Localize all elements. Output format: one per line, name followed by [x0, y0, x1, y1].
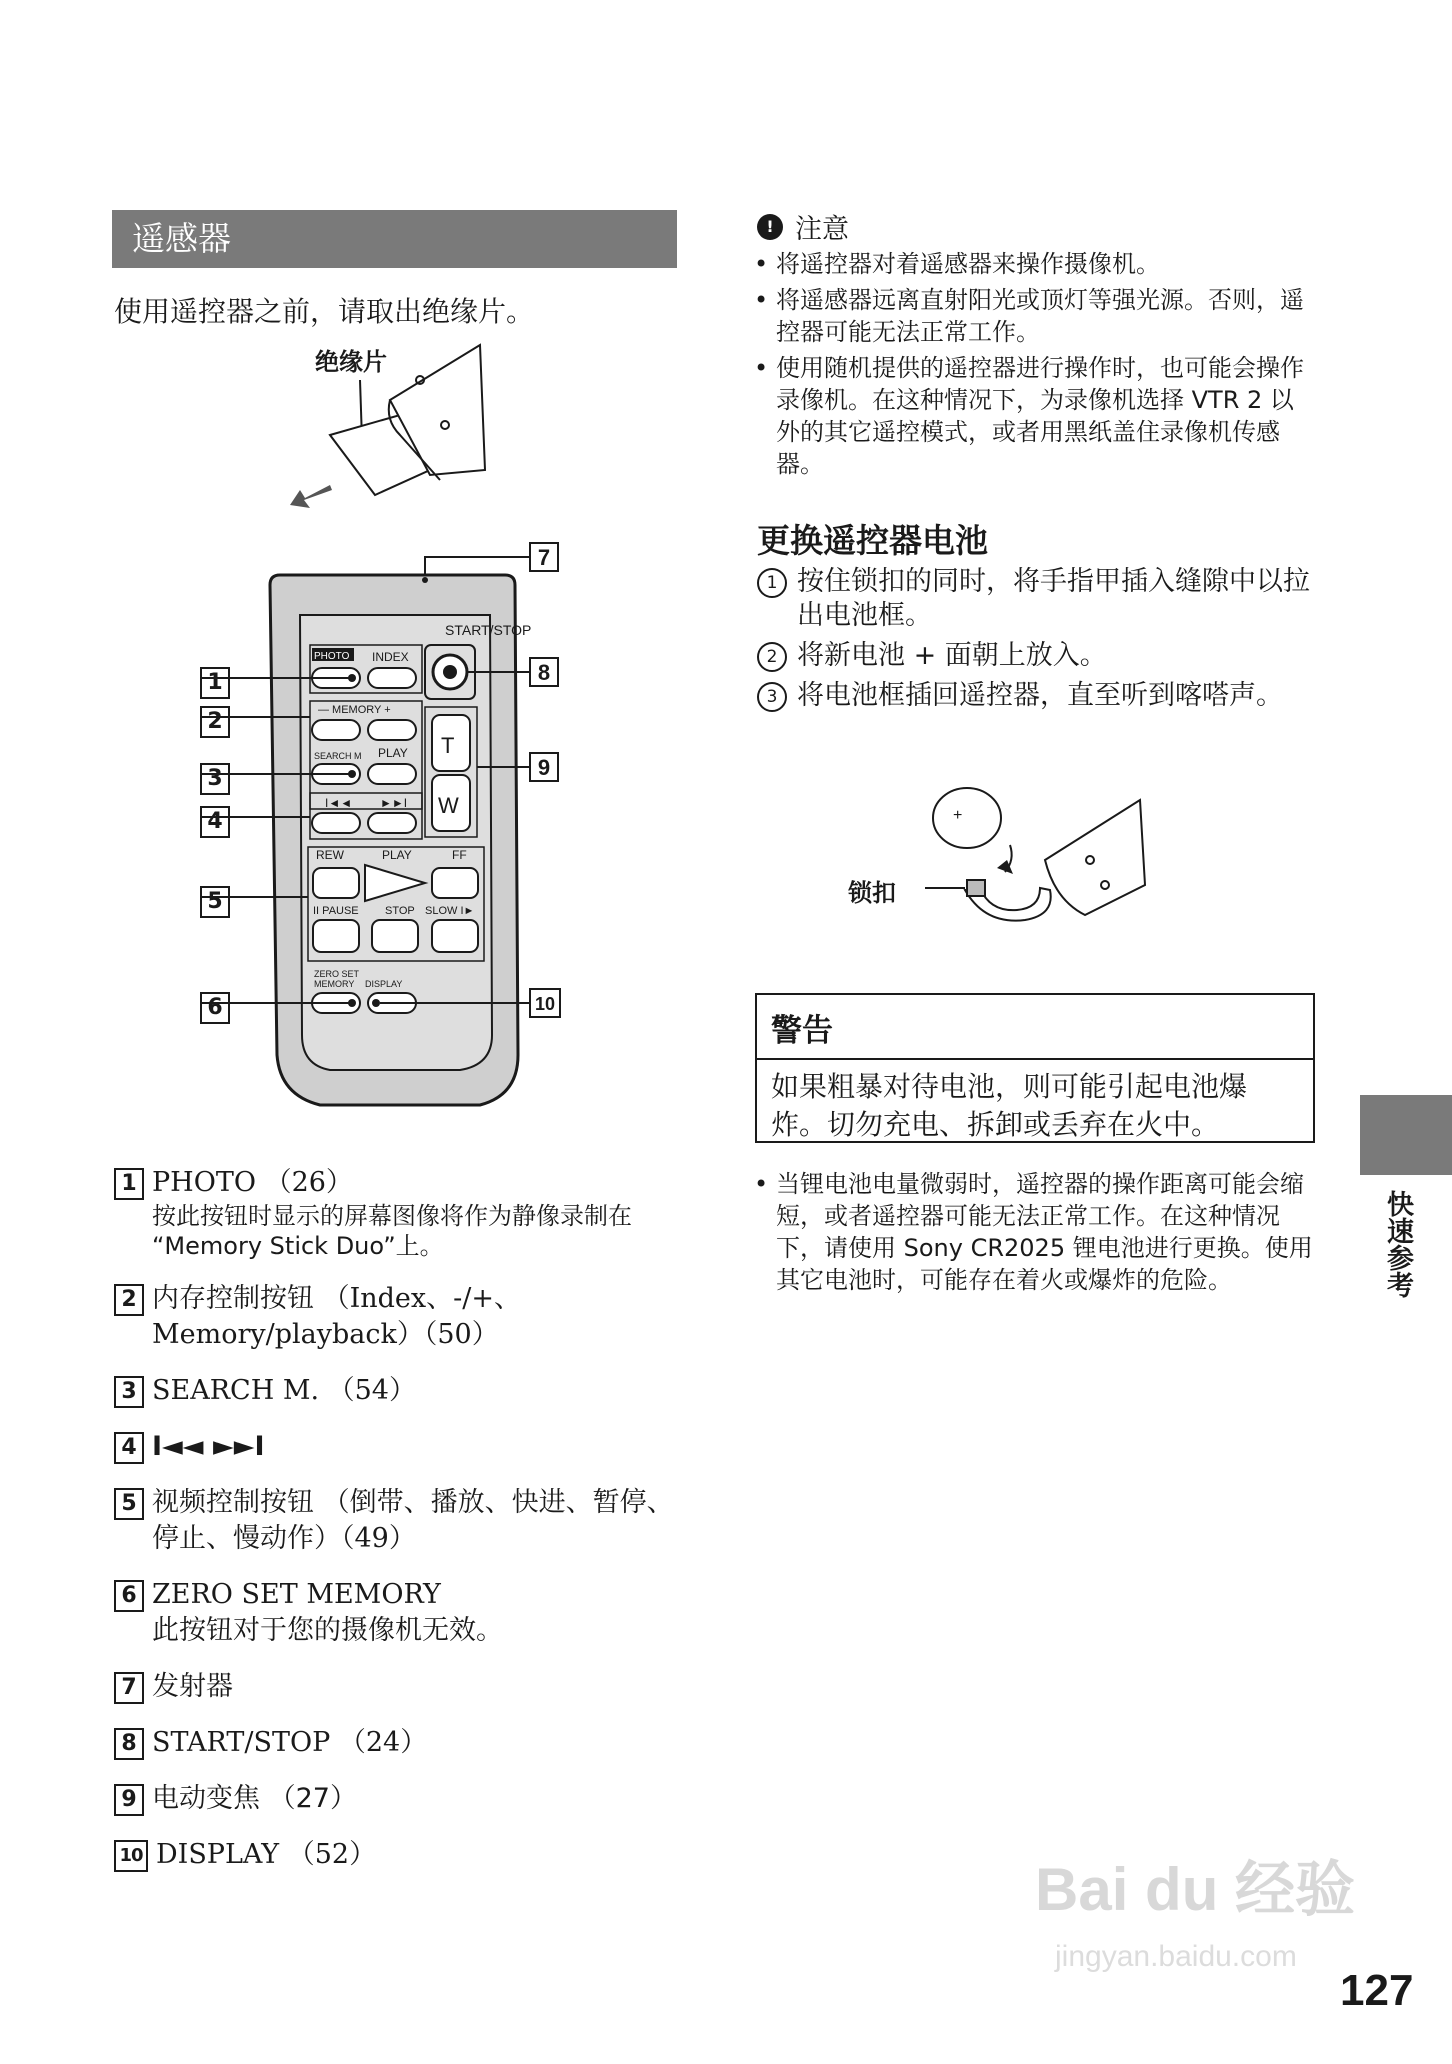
caution-icon: ! — [757, 214, 783, 240]
pause-label: II PAUSE — [313, 905, 359, 917]
warning-body: 如果粗暴对待电池，则可能引起电池爆炸。切勿充电、拆卸或丢弃在火中。 — [771, 1070, 1248, 1141]
side-label: 快速参考 — [1382, 1190, 1413, 1298]
prev-button — [312, 813, 360, 833]
legend-num: 8 — [114, 1728, 144, 1760]
play-label: PLAY — [382, 848, 412, 862]
zero-label-1: ZERO SET — [314, 969, 360, 979]
legend-item — [114, 1485, 694, 1557]
legend-num: 2 — [114, 1284, 144, 1316]
watermark-url: jingyan.baidu.com — [1055, 1940, 1297, 1973]
next-button — [368, 813, 416, 833]
battery-step — [757, 639, 1322, 673]
start-stop-label: START/STOP — [445, 622, 532, 638]
index-label: INDEX — [372, 650, 409, 664]
legend-text: 发射器 — [152, 1671, 233, 1702]
legend-num: 5 — [114, 1488, 144, 1520]
wide-label: W — [438, 793, 459, 818]
legend-text: SEARCH M. （54） — [152, 1375, 416, 1406]
rew-label: REW — [316, 848, 344, 862]
battery-figure — [905, 770, 1155, 940]
legend-item — [114, 1577, 694, 1649]
battery-note-item: • 当锂电池电量微弱时，遥控器的操作距离可能会缩短，或者遥控器可能无法正常工作。在这种情况下，请使用 Sony CR2025 锂电池进行更换。使用其它电池时，可能存在着火或爆炸的危险。 — [752, 1168, 1317, 1296]
callout-5: 5 — [200, 886, 230, 918]
index-button — [368, 668, 416, 688]
legend-sub: 此按钮对于您的摄像机无效。 — [152, 1615, 503, 1646]
legend-num: 7 — [114, 1672, 144, 1704]
legend-text: 内存控制按钮 （Index、-/+、Memory/playback）（50） — [152, 1283, 521, 1350]
step-num: 1 — [757, 568, 787, 598]
note-list — [752, 248, 1317, 484]
note-title: 注意 — [795, 214, 849, 245]
legend-num: 4 — [114, 1432, 144, 1464]
memory-play-button — [368, 764, 416, 784]
callout-3: 3 — [200, 763, 230, 795]
legend-item — [114, 1165, 694, 1261]
legend-item — [114, 1373, 694, 1409]
svg-text:+: + — [953, 807, 963, 824]
battery-step — [757, 679, 1322, 713]
callout-10: 10 — [534, 994, 556, 1014]
lock-label: 锁扣 — [848, 879, 896, 907]
warning-box — [755, 993, 1315, 1143]
display-label: DISPLAY — [365, 979, 403, 989]
tele-label: T — [441, 733, 455, 758]
callout-2: 2 — [200, 706, 230, 738]
legend-text: I◄◄ ►►I — [152, 1431, 265, 1462]
photo-label: PHOTO — [314, 651, 350, 662]
remote-diagram — [200, 535, 600, 1130]
section-title: 遥感器 — [112, 210, 677, 268]
zero-label-2: MEMORY — [314, 979, 355, 989]
legend-text: 视频控制按钮 （倒带、播放、快进、暂停、停止、慢动作）（49） — [152, 1487, 674, 1554]
insulation-figure — [290, 340, 500, 510]
intro-text: 使用遥控器之前，请取出绝缘片。 — [114, 295, 535, 328]
battery-note — [752, 1168, 1317, 1300]
legend-item — [114, 1281, 694, 1353]
callout-8: 8 — [537, 660, 551, 685]
legend-text: 电动变焦 （27） — [152, 1783, 357, 1814]
legend-item — [114, 1429, 694, 1465]
stop-label: STOP — [385, 905, 415, 917]
search-label: SEARCH M — [314, 751, 362, 761]
rew-button — [313, 868, 359, 898]
slow-button — [432, 920, 478, 952]
legend-sub: 按此按钮时显示的屏幕图像将作为静像录制在 “Memory Stick Duo”上。 — [152, 1202, 632, 1260]
legend-num: 3 — [114, 1376, 144, 1408]
memory-label: — MEMORY + — [318, 704, 391, 716]
callout-9: 9 — [537, 755, 551, 780]
legend-text: START/STOP （24） — [152, 1727, 428, 1758]
memory-plus-button — [368, 720, 416, 740]
slow-label: SLOW I► — [425, 905, 475, 917]
battery-steps — [757, 565, 1322, 719]
note-item: • 将遥控器对着遥感器来操作摄像机。 — [752, 248, 1317, 280]
legend-item — [114, 1725, 694, 1761]
legend-num: 1 — [114, 1168, 144, 1200]
battery-step — [757, 565, 1322, 633]
memory-minus-button — [312, 720, 360, 740]
legend-num: 6 — [114, 1580, 144, 1612]
note-item: • 将遥感器远离直射阳光或顶灯等强光源。否则，遥控器可能无法正常工作。 — [752, 284, 1317, 348]
legend-item — [114, 1781, 694, 1817]
step-text: 将新电池 + 面朝上放入。 — [797, 640, 1107, 671]
prev-symbol: I◄◄ — [325, 796, 353, 810]
stop-button — [372, 920, 418, 952]
step-num: 3 — [757, 682, 787, 712]
note-item: • 使用随机提供的遥控器进行操作时，也可能会操作录像机。在这种情况下，为录像机选择 VTR 2 以外的其它遥控模式，或者用黑纸盖住录像机传感器。 — [752, 352, 1317, 480]
play-small-label: PLAY — [378, 746, 408, 760]
note-header — [757, 207, 849, 246]
callout-6: 6 — [200, 992, 230, 1024]
callout-4: 4 — [200, 806, 230, 838]
step-text: 按住锁扣的同时，将手指甲插入缝隙中以拉出电池框。 — [797, 566, 1310, 631]
legend-item — [114, 1837, 694, 1873]
callout-7: 7 — [537, 545, 551, 570]
step-num: 2 — [757, 642, 787, 672]
callout-1: 1 — [200, 667, 230, 699]
legend-list — [114, 1165, 694, 1893]
legend-item — [114, 1669, 694, 1705]
insulation-label: 绝缘片 — [315, 348, 387, 376]
warning-title: 警告 — [757, 1005, 1313, 1060]
legend-num: 10 — [114, 1840, 148, 1872]
pause-button — [313, 920, 359, 952]
battery-title: 更换遥控器电池 — [757, 521, 988, 560]
legend-text: ZERO SET MEMORY — [152, 1579, 441, 1610]
next-symbol: ►►I — [380, 796, 408, 810]
legend-text: PHOTO （26） — [152, 1167, 353, 1198]
watermark-logo: Bai du 经验 — [1035, 1856, 1356, 1923]
legend-num: 9 — [114, 1784, 144, 1816]
step-text: 将电池框插回遥控器，直至听到喀嗒声。 — [797, 680, 1283, 711]
ff-button — [432, 868, 478, 898]
side-tab — [1360, 1095, 1452, 1175]
ff-label: FF — [452, 848, 467, 862]
legend-text: DISPLAY （52） — [156, 1839, 377, 1870]
page-number: 127 — [1340, 1966, 1414, 2015]
